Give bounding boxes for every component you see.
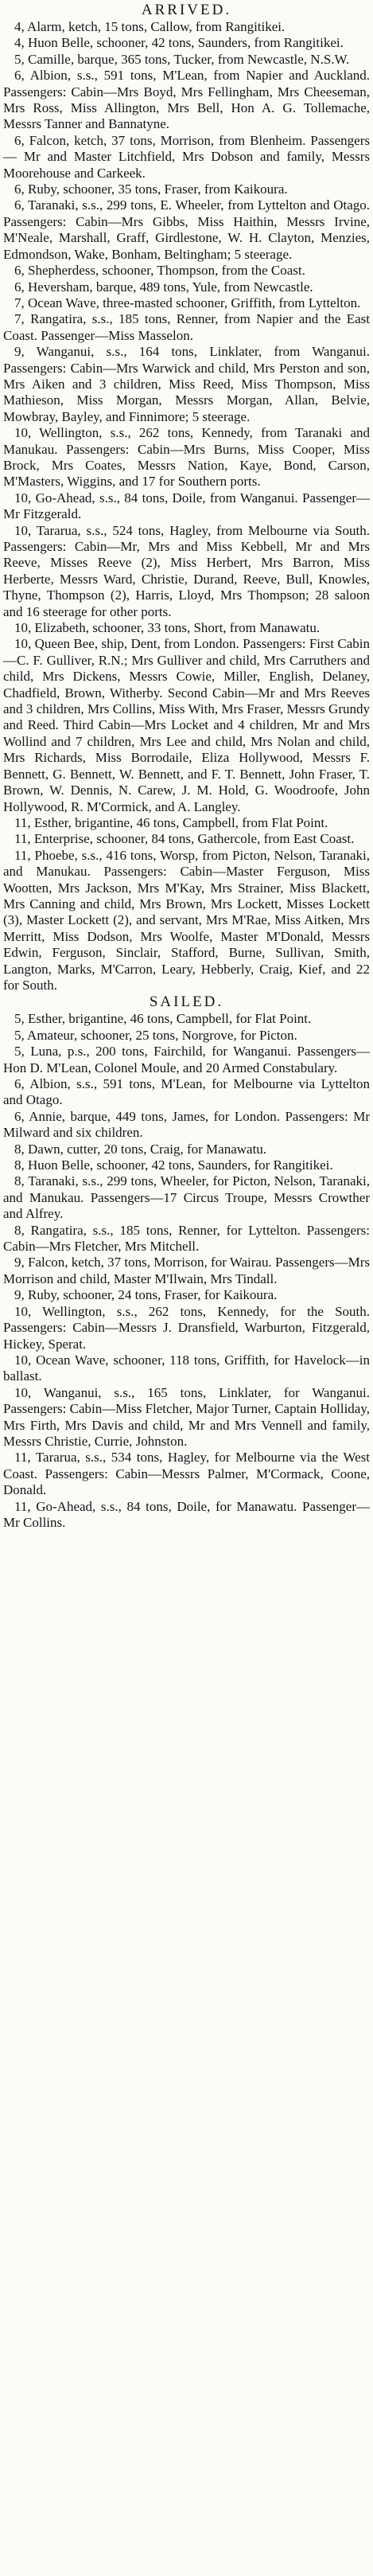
arrival-entry: 6, Taranaki, s.s., 299 tons, E. Wheeler, from Lyttelton and Otago. Passengers: Cabin—Mrs Gibbs, Miss Haithin, Messrs Irvine, M'Neale, Marshall, Graff, Girdlestone, W. H. Clayton, Menzies, Edmondson, Wake, Bonham, Beltingham; 5 steerage.	[3, 197, 370, 262]
departure-entry: 8, Huon Belle, schooner, 42 tons, Saunders, for Rangitikei.	[14, 1157, 333, 1173]
arrival-entry: 6, Shepherdess, schooner, Thompson, from the Coast.	[14, 263, 305, 279]
departure-entry: 5, Amateur, schooner, 25 tons, Norgrove, for Picton.	[14, 1027, 297, 1043]
departure-entry: 10, Ocean Wave, schooner, 118 tons, Griffith, for Havelock—in ballast.	[3, 1352, 370, 1384]
arrival-entry: 4, Alarm, ketch, 15 tons, Callow, from Rangitikei.	[14, 19, 286, 34]
sailed-section	[3, 993, 370, 1531]
arrival-entry: 6, Heversham, barque, 489 tons, Yule, from Newcastle.	[14, 279, 313, 295]
arrival-entry: 4, Huon Belle, schooner, 42 tons, Saunders, from Rangitikei.	[14, 35, 344, 51]
departure-entry: 8, Dawn, cutter, 20 tons, Craig, for Manawatu.	[14, 1141, 267, 1157]
departure-entry: 6, Annie, barque, 449 tons, James, for London. Passengers: Mr Milward and six children.	[3, 1108, 370, 1141]
departure-entry: 5, Luna, p.s., 200 tons, Fairchild, for Wanganui. Passengers—Hon D. M'Lean, Colonel Moule, and 20 Armed Constabulary.	[3, 1044, 370, 1075]
arrival-entry: 9, Wanganui, s.s., 164 tons, Linklater, from Wanganui. Passengers: Cabin—Mrs Warwick and child, Mrs Perston and son, Mrs Aiken and 3 children, Miss Reed, Miss Thompson, Miss Mathieson, Miss Morgan, Messrs Morgan, Allan, Belvie, Mowbray, Bayley, and Finnimore; 5 steerage.	[3, 344, 370, 424]
arrival-entry: 6, Falcon, ketch, 37 tons, Morrison, from Blenheim. Passengers — Mr and Master Litchfield, Mrs Dobson and family, Messrs Moorehouse and Carkeek.	[3, 132, 370, 181]
arrived-list	[3, 19, 370, 993]
arrival-entry: 10, Elizabeth, schooner, 33 tons, Short, from Manawatu.	[14, 620, 321, 636]
arrival-entry: 10, Tararua, s.s., 524 tons, Hagley, from Melbourne via South. Passengers: Cabin—Mr, Mrs and Miss Kebbell, Mr and Mrs Reeve, Misses Reeve (2), Miss Herbert, Mrs Barron, Miss Herberte, Messrs Ward, Christie, Durand, Reeve, Bull, Knowles, Thyne, Thompson (2), Harris, Lloyd, Mrs Thompson; 28 saloon and 16 steerage for other ports.	[3, 522, 370, 619]
departure-entry: 9, Ruby, schooner, 24 tons, Fraser, for Kaikoura.	[14, 1287, 278, 1303]
departure-entry: 11, Go-Ahead, s.s., 84 tons, Doile, for Manawatu. Passenger—Mr Collins.	[3, 1498, 370, 1530]
arrival-entry: 10, Go-Ahead, s.s., 84 tons, Doile, from Wanganui. Passenger—Mr Fitzgerald.	[3, 490, 370, 522]
arrival-entry: 10, Queen Bee, ship, Dent, from London. Passengers: First Cabin—C. F. Gulliver, R.N.; Mrs Gulliver and child, Mrs Carruthers and child, Mrs Dickens, Messrs Cowie, Miller, English, Delaney, Chadfield, Brown, Witherby. Second Cabin—Mr and Mrs Reeves and 3 children, Mrs Collins, Miss With, Mrs Fraser, Messrs Grundy and Reed. Third Cabin—Mrs Locket and 4 children, Mr and Mrs Wollind and 7 children, Mrs Lee and child, Mrs Nolan and child, Mrs Richards, Miss Borrodaile, Eliza Hollywood, Messrs F. Bennett, G. Bennett, W. Bennett, and F. T. Bennett, John Fraser, T. Brown, W. Dennis, N. Carew, J. M. Hold, G. Woodroofe, John Hollywood, R. M'Cormick, and A. Langley.	[3, 636, 370, 814]
arrival-entry: 6, Ruby, schooner, 35 tons, Fraser, from Kaikoura.	[14, 181, 288, 197]
departure-entry: 8, Taranaki, s.s., 299 tons, Wheeler, for Picton, Nelson, Taranaki, and Manukau. Passengers—17 Circus Troupe, Messrs Crowther and Alfrey.	[3, 1173, 370, 1222]
arrival-entry: 5, Camille, barque, 365 tons, Tucker, from Newcastle, N.S.W.	[14, 51, 350, 67]
departure-entry: 6, Albion, s.s., 591 tons, M'Lean, for Melbourne via Lyttelton and Otago.	[3, 1076, 370, 1108]
arrival-entry: 7, Ocean Wave, three-masted schooner, Griffith, from Lyttelton.	[14, 295, 361, 310]
arrived-section	[3, 2, 370, 993]
arrival-entry: 11, Esther, brigantine, 46 tons, Campbell, from Flat Point.	[14, 814, 328, 830]
arrival-entry: 10, Wellington, s.s., 262 tons, Kennedy, from Taranaki and Manukau. Passengers: Cabin—Mrs Burns, Miss Cooper, Miss Brock, Mrs Coates, Messrs Nation, Kaye, Bond, Carson, M'Masters, Wiggins, and 17 for Southern ports.	[3, 425, 370, 490]
departure-entry: 9, Falcon, ketch, 37 tons, Morrison, for Wairau. Passengers—Mrs Morrison and child, Master M'Ilwain, Mrs Tindall.	[3, 1255, 370, 1286]
departure-entry: 10, Wanganui, s.s., 165 tons, Linklater, for Wanganui. Passengers: Cabin—Miss Fletcher, Major Turner, Captain Holliday, Mrs Firth, Mrs Davis and child, Mr and Mrs Vennell and family, Messrs Christie, Currie, Johnston.	[3, 1384, 370, 1449]
departure-entry: 5, Esther, brigantine, 46 tons, Campbell, for Flat Point.	[14, 1011, 312, 1027]
arrival-entry: 11, Enterprise, schooner, 84 tons, Gathercole, from East Coast.	[14, 831, 355, 847]
arrival-entry: 11, Phoebe, s.s., 416 tons, Worsp, from Picton, Nelson, Taranaki, and Manukau. Passengers: Cabin—Master Ferguson, Miss Wootten, Mrs Jackson, Mrs M'Kay, Mrs Strainer, Miss Blackett, Mrs Canning and child, Mrs Brown, Mrs Lockett, Misses Lockett (3), Master Lockett (2), and servant, Mrs M'Rae, Miss Aitken, Mrs Merritt, Miss Dodson, Mrs Woolfe, Master M'Donald, Messrs Edwin, Ferguson, Sinclair, Stafford, Burne, Sullivan, Smith, Langton, Marks, M'Carron, Leary, Hebberly, Craig, Kief, and 22 for South.	[3, 847, 370, 993]
arrival-entry: 7, Rangatira, s.s., 185 tons, Renner, from Napier and the East Coast. Passenger—Miss Masselon.	[3, 311, 370, 343]
sailed-heading: SAILED.	[149, 993, 224, 1011]
departure-entry: 10, Wellington, s.s., 262 tons, Kennedy, for the South. Passengers: Cabin—Messrs J. Dransfield, Warburton, Fitzgerald, Hickey, Sperat.	[3, 1303, 370, 1352]
arrived-heading: ARRIVED.	[141, 2, 232, 18]
sailed-list	[3, 1011, 370, 1531]
departure-entry: 11, Tararua, s.s., 534 tons, Hagley, for Melbourne via the West Coast. Passengers: Cabin—Messrs Palmer, M'Cormack, Coone, Donald.	[3, 1450, 370, 1498]
arrival-entry: 6, Albion, s.s., 591 tons, M'Lean, from Napier and Auckland. Passengers: Cabin—Mrs Boyd, Mrs Fellingham, Mrs Cheeseman, Mrs Ross, Miss Allington, Mrs Bell, Hon A. G. Tollemache, Messrs Tanner and Bannatyne.	[3, 68, 370, 132]
departure-entry: 8, Rangatira, s.s., 185 tons, Renner, for Lyttelton. Passengers: Cabin—Mrs Fletcher, Mrs Mitchell.	[3, 1222, 370, 1255]
